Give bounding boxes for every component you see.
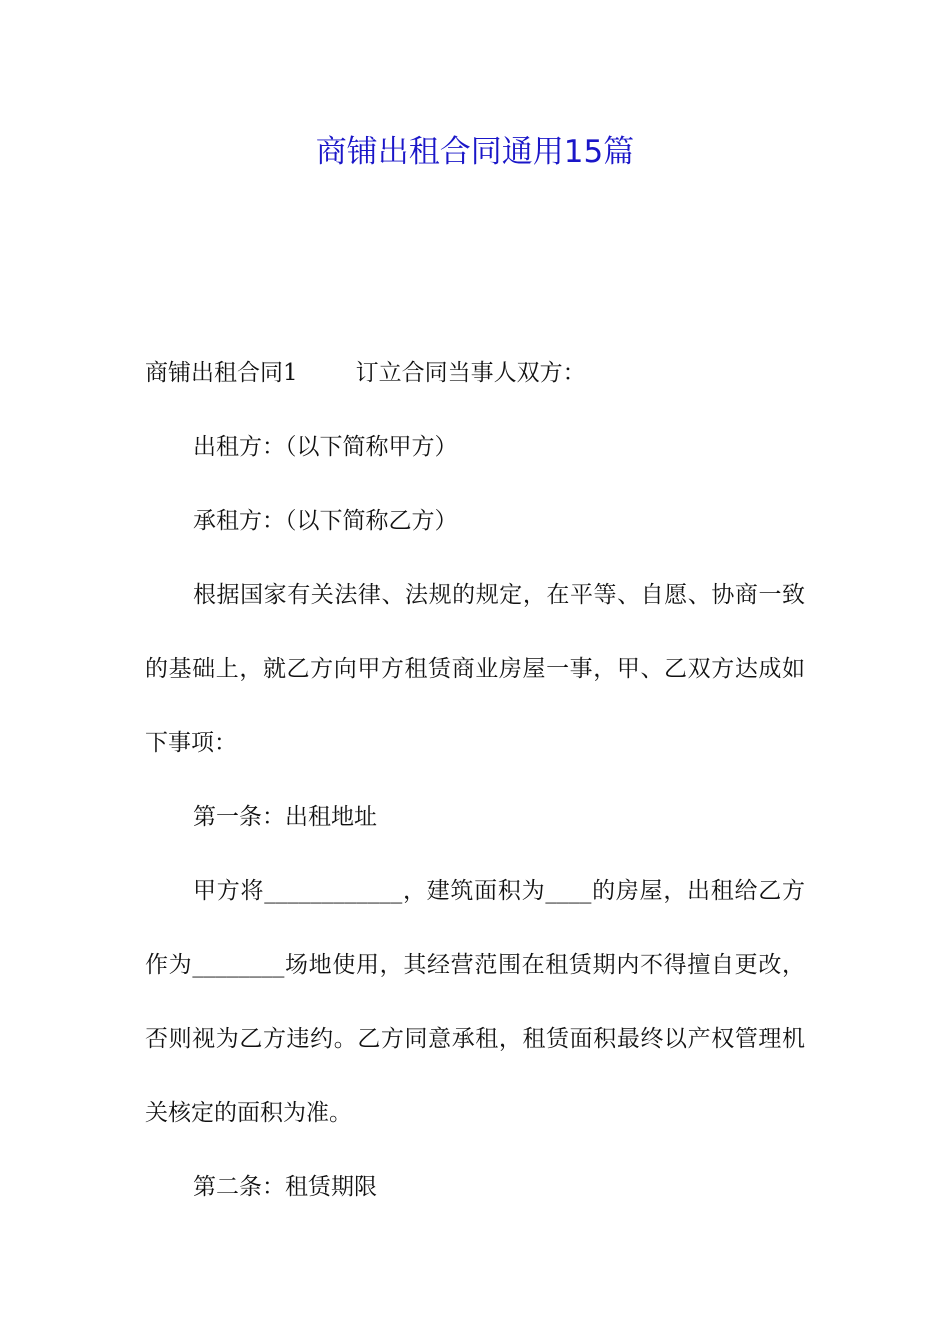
article-1-heading: 第一条：出租地址 [193,804,377,830]
parties-intro: 订立合同当事人双方： [355,360,586,386]
document-title: 商铺出租合同通用15篇 [315,134,635,170]
intro-line [145,336,805,410]
article-1-paragraph: 甲方将____________，建筑面积为____的房屋，出租给乙方作为________场地使用，其经营范围在租赁期内不得擅自更改，否则视为乙方违约。乙方同意承租，租赁面积最终以产权管理机关核定的面积为准。 [145,878,805,1126]
lessee-line: 承租方：（以下简称乙方） [193,508,458,534]
article-2-heading: 第二条：租赁期限 [193,1174,377,1200]
preamble-paragraph: 根据国家有关法律、法规的规定，在平等、自愿、协商一致的基础上，就乙方向甲方租赁商业房屋一事，甲、乙双方达成如下事项： [145,582,805,756]
document-body [145,336,805,1224]
contract-number-label: 商铺出租合同1 [145,360,298,386]
lessor-line: 出租方：（以下简称甲方） [193,434,458,460]
